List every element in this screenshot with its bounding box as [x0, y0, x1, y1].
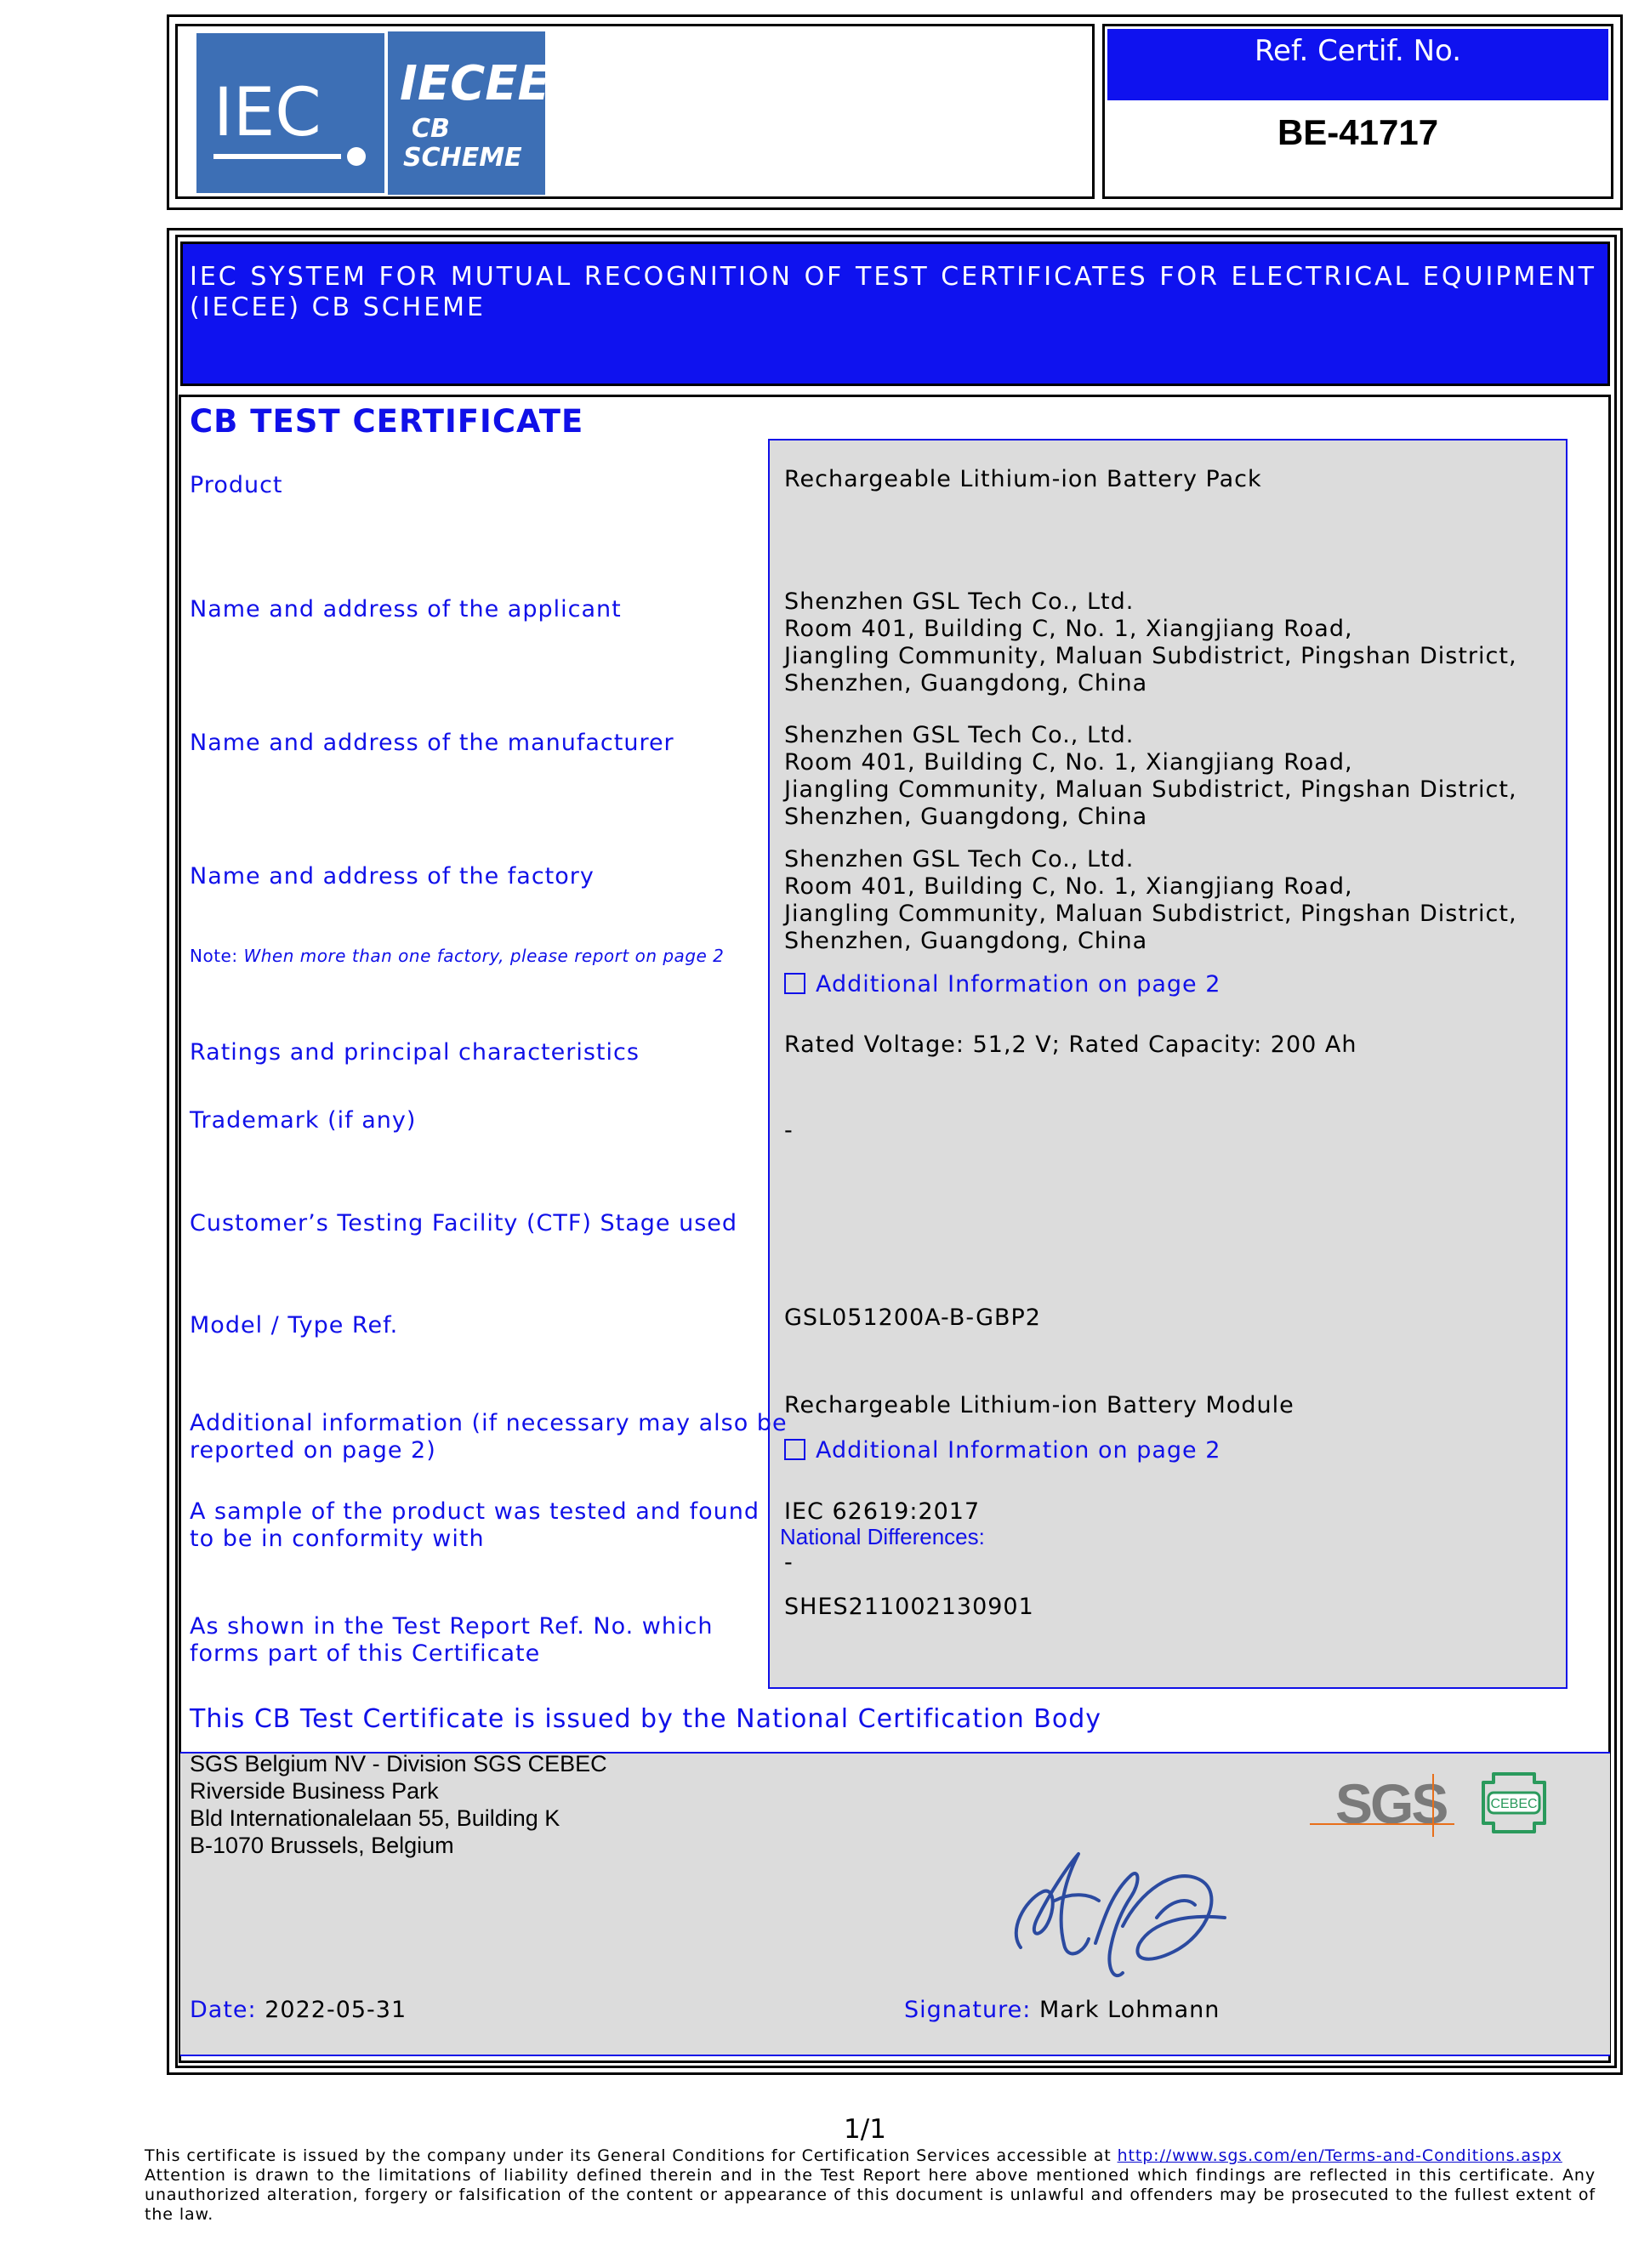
additional-info-value: Rechargeable Lithium-ion Battery Module — [784, 1392, 1294, 1418]
applicant-address — [784, 588, 1517, 697]
factory-line: Shenzhen, Guangdong, China — [784, 928, 1148, 954]
scheme-logo-text: SCHEME — [403, 143, 522, 173]
test-report-number: SHES211002130901 — [784, 1594, 1034, 1620]
applicant-line: Shenzhen, Guangdong, China — [784, 670, 1148, 696]
factory-additional-info-label: Additional Information on page 2 — [816, 971, 1221, 998]
issue-date — [190, 1997, 407, 2023]
ctf-label: Customer’s Testing Facility (CTF) Stage used — [190, 1210, 738, 1236]
iec-logo-text: IEC — [213, 75, 321, 151]
iecee-logo-text: IECEE — [400, 56, 545, 111]
additional-info-label — [190, 1410, 788, 1464]
issued-by-label: This CB Test Certificate is issued by the National Certification Body — [190, 1704, 1102, 1734]
terms-link[interactable]: http://www.sgs.com/en/Terms-and-Conditions.aspx — [1117, 2146, 1562, 2165]
ratings-label: Ratings and principal characteristics — [190, 1039, 640, 1066]
ref-certificate-number: BE-41717 — [1277, 112, 1439, 152]
additional-info-label-line: Additional information (if necessary may also be — [190, 1410, 788, 1436]
checkbox-icon — [784, 973, 805, 994]
factory-note-text: When more than one factory, please report on page 2 — [243, 946, 725, 966]
scheme-banner-text: IEC SYSTEM FOR MUTUAL RECOGNITION OF TEST CERTIFICATES FOR ELECTRICAL EQUIPMENT (IECEE) CB SCHEME — [190, 262, 1596, 322]
ratings-value: Rated Voltage: 51,2 V; Rated Capacity: 200 Ah — [784, 1032, 1357, 1058]
sgs-logo-text: SGS — [1335, 1772, 1447, 1835]
manufacturer-line: Jiangling Community, Maluan Subdistrict, Pingshan District, — [784, 776, 1517, 803]
handwritten-signature — [1004, 1833, 1250, 1986]
date-label: Date: — [190, 1997, 257, 2023]
conformity-label-line: A sample of the product was tested and found — [190, 1498, 760, 1525]
legal-notice — [145, 2146, 1596, 2225]
manufacturer-line: Shenzhen GSL Tech Co., Ltd. — [784, 722, 1135, 748]
legal-notice-text: This certificate is issued by the company under its General Conditions for Certification Services accessible at — [145, 2146, 1118, 2165]
applicant-line: Shenzhen GSL Tech Co., Ltd. — [784, 588, 1135, 615]
sgs-logo — [1310, 1771, 1463, 1839]
manufacturer-line: Room 401, Building C, No. 1, Xiangjiang Road, — [784, 749, 1353, 776]
factory-line: Room 401, Building C, No. 1, Xiangjiang Road, — [784, 873, 1353, 900]
certification-body-address — [190, 1750, 607, 1859]
signature-line — [904, 1997, 1220, 2023]
cebec-logo — [1473, 1762, 1555, 1844]
cebec-logo-text: CEBEC — [1490, 1797, 1538, 1811]
manufacturer-address — [784, 722, 1517, 831]
factory-line: Jiangling Community, Maluan Subdistrict, Pingshan District, — [784, 901, 1517, 927]
iec-logo — [195, 31, 386, 195]
factory-line: Shenzhen GSL Tech Co., Ltd. — [784, 846, 1135, 873]
product-label: Product — [190, 472, 283, 498]
certification-body-line: Bld Internationalelaan 55, Building K — [190, 1805, 560, 1831]
model-value: GSL051200A-B-GBP2 — [784, 1305, 1041, 1331]
factory-additional-info-checkbox[interactable] — [784, 971, 1220, 998]
manufacturer-line: Shenzhen, Guangdong, China — [784, 804, 1148, 830]
date-value: 2022-05-31 — [265, 1997, 407, 2023]
legal-notice-line1 — [145, 2146, 1596, 2166]
certificate-title: CB TEST CERTIFICATE — [190, 403, 584, 440]
certification-body-line: B-1070 Brussels, Belgium — [190, 1833, 454, 1858]
signature-name: Mark Lohmann — [1038, 1997, 1220, 2023]
manufacturer-label: Name and address of the manufacturer — [190, 730, 674, 756]
test-report-label-line: forms part of this Certificate — [190, 1640, 541, 1667]
signature-label: Signature: — [904, 1997, 1032, 2023]
page-number: 1/1 — [844, 2114, 886, 2145]
cb-logo-text: CB — [412, 114, 450, 144]
factory-label: Name and address of the factory — [190, 863, 595, 890]
additional-info-checkbox-label: Additional Information on page 2 — [816, 1437, 1221, 1464]
applicant-line: Room 401, Building C, No. 1, Xiangjiang Road, — [784, 616, 1353, 642]
certification-body-line: SGS Belgium NV - Division SGS CEBEC — [190, 1751, 607, 1776]
applicant-line: Jiangling Community, Maluan Subdistrict, Pingshan District, — [784, 643, 1517, 669]
applicant-label: Name and address of the applicant — [190, 596, 622, 622]
national-differences-label: National Differences: — [780, 1524, 985, 1549]
additional-info-label-line: reported on page 2) — [190, 1437, 436, 1464]
ref-certificate-label: Ref. Certif. No. — [1107, 29, 1608, 100]
national-differences-value: - — [784, 1549, 794, 1576]
model-label: Model / Type Ref. — [190, 1312, 399, 1339]
legal-notice-line2: Attention is drawn to the limitations of liability defined therein and in the Test Report here above mentioned which findings are reflected in this certificate. Any unauthorized alteration, forgery or falsification of the content or appearance of this document is unlawful and offenders may be prosecuted to the fullest extent of the law. — [145, 2166, 1596, 2224]
trademark-value: - — [784, 1117, 794, 1144]
factory-address — [784, 846, 1517, 955]
conformity-standard: IEC 62619:2017 — [784, 1498, 981, 1525]
conformity-label-line: to be in conformity with — [190, 1526, 485, 1552]
certification-body-line: Riverside Business Park — [190, 1778, 439, 1804]
trademark-label: Trademark (if any) — [190, 1107, 417, 1134]
factory-note-prefix: Note: — [190, 946, 244, 966]
checkbox-icon — [784, 1439, 805, 1460]
iecee-cb-scheme-logo — [388, 31, 545, 195]
conformity-label — [190, 1498, 760, 1553]
product-value: Rechargeable Lithium-ion Battery Pack — [784, 466, 1262, 492]
test-report-label-line: As shown in the Test Report Ref. No. which — [190, 1613, 714, 1640]
additional-info-checkbox[interactable] — [784, 1437, 1220, 1464]
test-report-label — [190, 1613, 713, 1668]
factory-note — [190, 946, 724, 966]
